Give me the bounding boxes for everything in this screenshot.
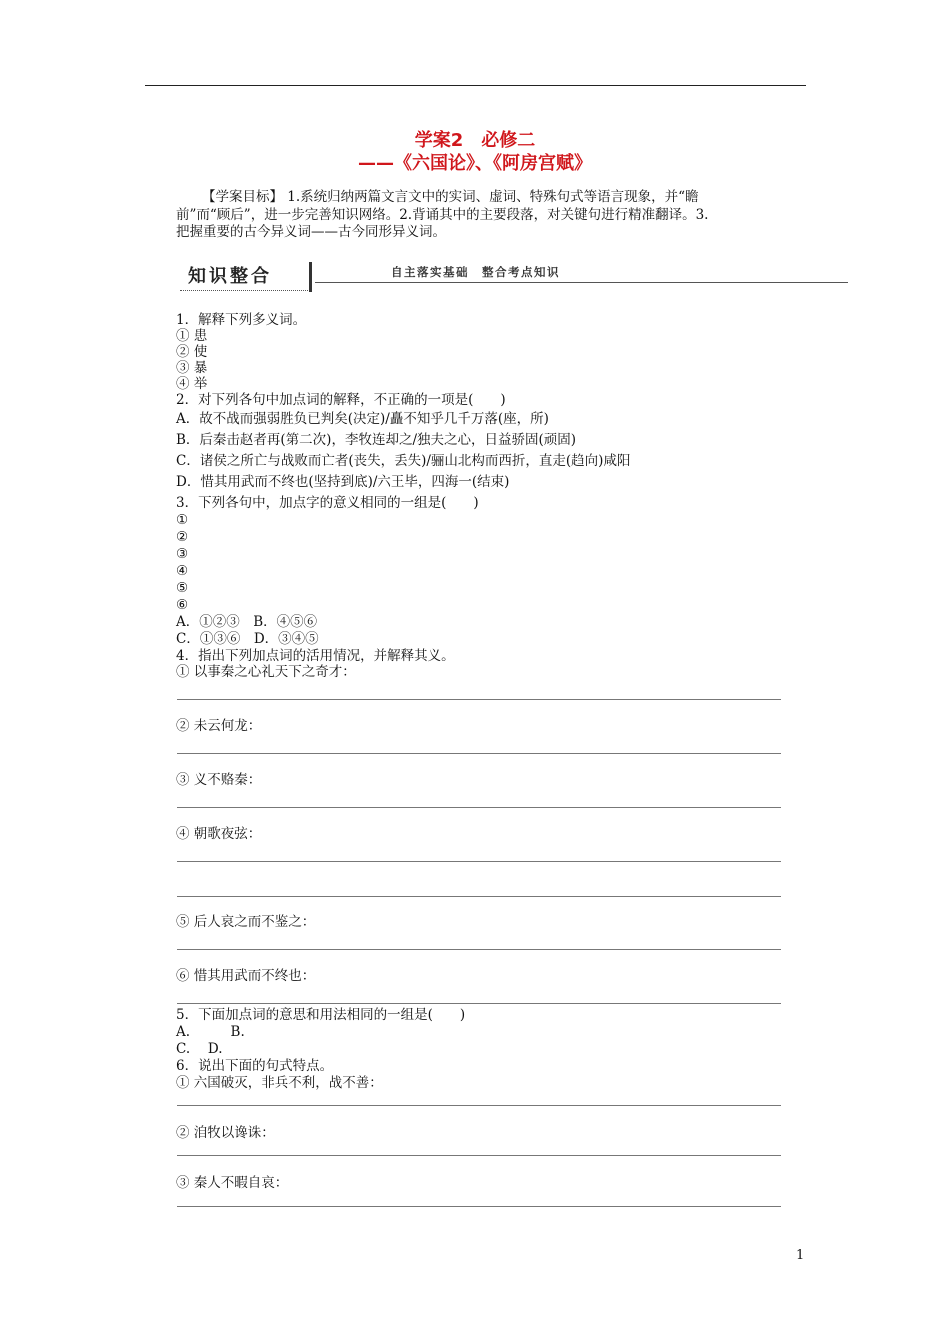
goal-label: 【学案目标】 <box>202 189 283 205</box>
q1-item: ③ 暴 <box>176 360 208 376</box>
q3-stem: 3．下列各句中，加点字的意义相同的一组是( ) <box>176 495 479 511</box>
q1-item: ① 患 <box>176 328 208 344</box>
q3-item: ④ <box>176 563 189 579</box>
answer-line[interactable] <box>177 1003 781 1004</box>
answer-line[interactable] <box>177 807 781 808</box>
q3-item: ⑤ <box>176 580 189 596</box>
answer-line[interactable] <box>177 896 781 897</box>
divider-bar <box>309 262 312 292</box>
header-rule <box>145 85 806 86</box>
q2-option-a: A．故不战而强弱胜负已判矣(决定)/矗不知乎几千万落(座，所) <box>176 411 549 427</box>
q2-option-d: D．惜其用武而不终也(坚持到底)/六王毕，四海一(结束) <box>176 474 510 490</box>
dotted-underline <box>180 290 308 291</box>
q6-stem: 6．说出下面的句式特点。 <box>176 1058 334 1074</box>
q2-stem: 2．对下列各句中加点词的解释，不正确的一项是( ) <box>176 392 506 408</box>
q2-option-b: B．后秦击赵者再(第二次)，李牧连却之/独夫之心，日益骄固(顽固) <box>176 432 577 448</box>
q4-item: ⑤ 后人哀之而不鉴之： <box>176 914 316 930</box>
answer-line[interactable] <box>177 1155 781 1156</box>
q1-item: ④ 举 <box>176 376 208 392</box>
q6-item: ③ 秦人不暇自哀： <box>176 1175 289 1191</box>
q3-item: ③ <box>176 546 189 562</box>
answer-line[interactable] <box>177 753 781 754</box>
q4-item: ② 未云何龙： <box>176 718 262 734</box>
goal-text-2: 前”而“顾后”，进一步完善知识网络。2.背诵其中的主要段落，对关键句进行精准翻译。3. <box>176 206 709 223</box>
section-banner <box>176 262 848 294</box>
q5-options-ab: A. B. <box>176 1024 245 1040</box>
q3-item: ① <box>176 512 189 528</box>
q6-item: ② 洎牧以谗诛： <box>176 1125 275 1141</box>
q5-stem: 5．下面加点词的意思和用法相同的一组是( ) <box>176 1007 466 1023</box>
goal-text-1: 1.系统归纳两篇文言文中的实词、虚词、特殊句式等语言现象，并“瞻 <box>283 189 699 205</box>
section-subtitle: 自主落实基础 整合考点知识 <box>391 265 560 279</box>
q1-stem: 1．解释下列多义词。 <box>176 312 307 328</box>
q4-item: ① 以事秦之心礼天下之奇才： <box>176 664 356 680</box>
page-number: 1 <box>796 1248 805 1263</box>
learning-goal <box>176 189 812 242</box>
q3-options-ab: A．①②③ B．④⑤⑥ <box>176 614 318 630</box>
q6-item: ① 六国破灭，非兵不利，战不善： <box>176 1075 383 1091</box>
page-subtitle: ——《六国论》、《阿房宫赋》 <box>358 153 592 174</box>
q4-item: ③ 义不赂秦： <box>176 772 262 788</box>
answer-line[interactable] <box>177 1105 781 1106</box>
goal-text-3: 把握重要的古今异义词——古今同形异义词。 <box>176 224 446 240</box>
answer-line[interactable] <box>177 949 781 950</box>
q3-item: ② <box>176 529 189 545</box>
q5-options-cd: C. D. <box>176 1041 223 1057</box>
answer-line[interactable] <box>177 861 781 862</box>
q4-item: ⑥ 惜其用武而不终也： <box>176 968 316 984</box>
q4-stem: 4．指出下列加点词的活用情况，并解释其义。 <box>176 648 455 664</box>
page-title: 学案2 必修二 <box>414 130 536 151</box>
answer-line[interactable] <box>177 1206 781 1207</box>
q4-item: ④ 朝歌夜弦： <box>176 826 262 842</box>
answer-line[interactable] <box>177 699 781 700</box>
q1-item: ② 使 <box>176 344 208 360</box>
q3-options-cd: C．①③⑥ D．③④⑤ <box>176 631 319 647</box>
section-title: 知识整合 <box>188 266 272 287</box>
q3-item: ⑥ <box>176 597 189 613</box>
q2-option-c: C．诸侯之所亡与战败而亡者(丧失，丢失)/骊山北构而西折，直走(趋向)咸阳 <box>176 453 631 469</box>
banner-line <box>315 282 848 283</box>
